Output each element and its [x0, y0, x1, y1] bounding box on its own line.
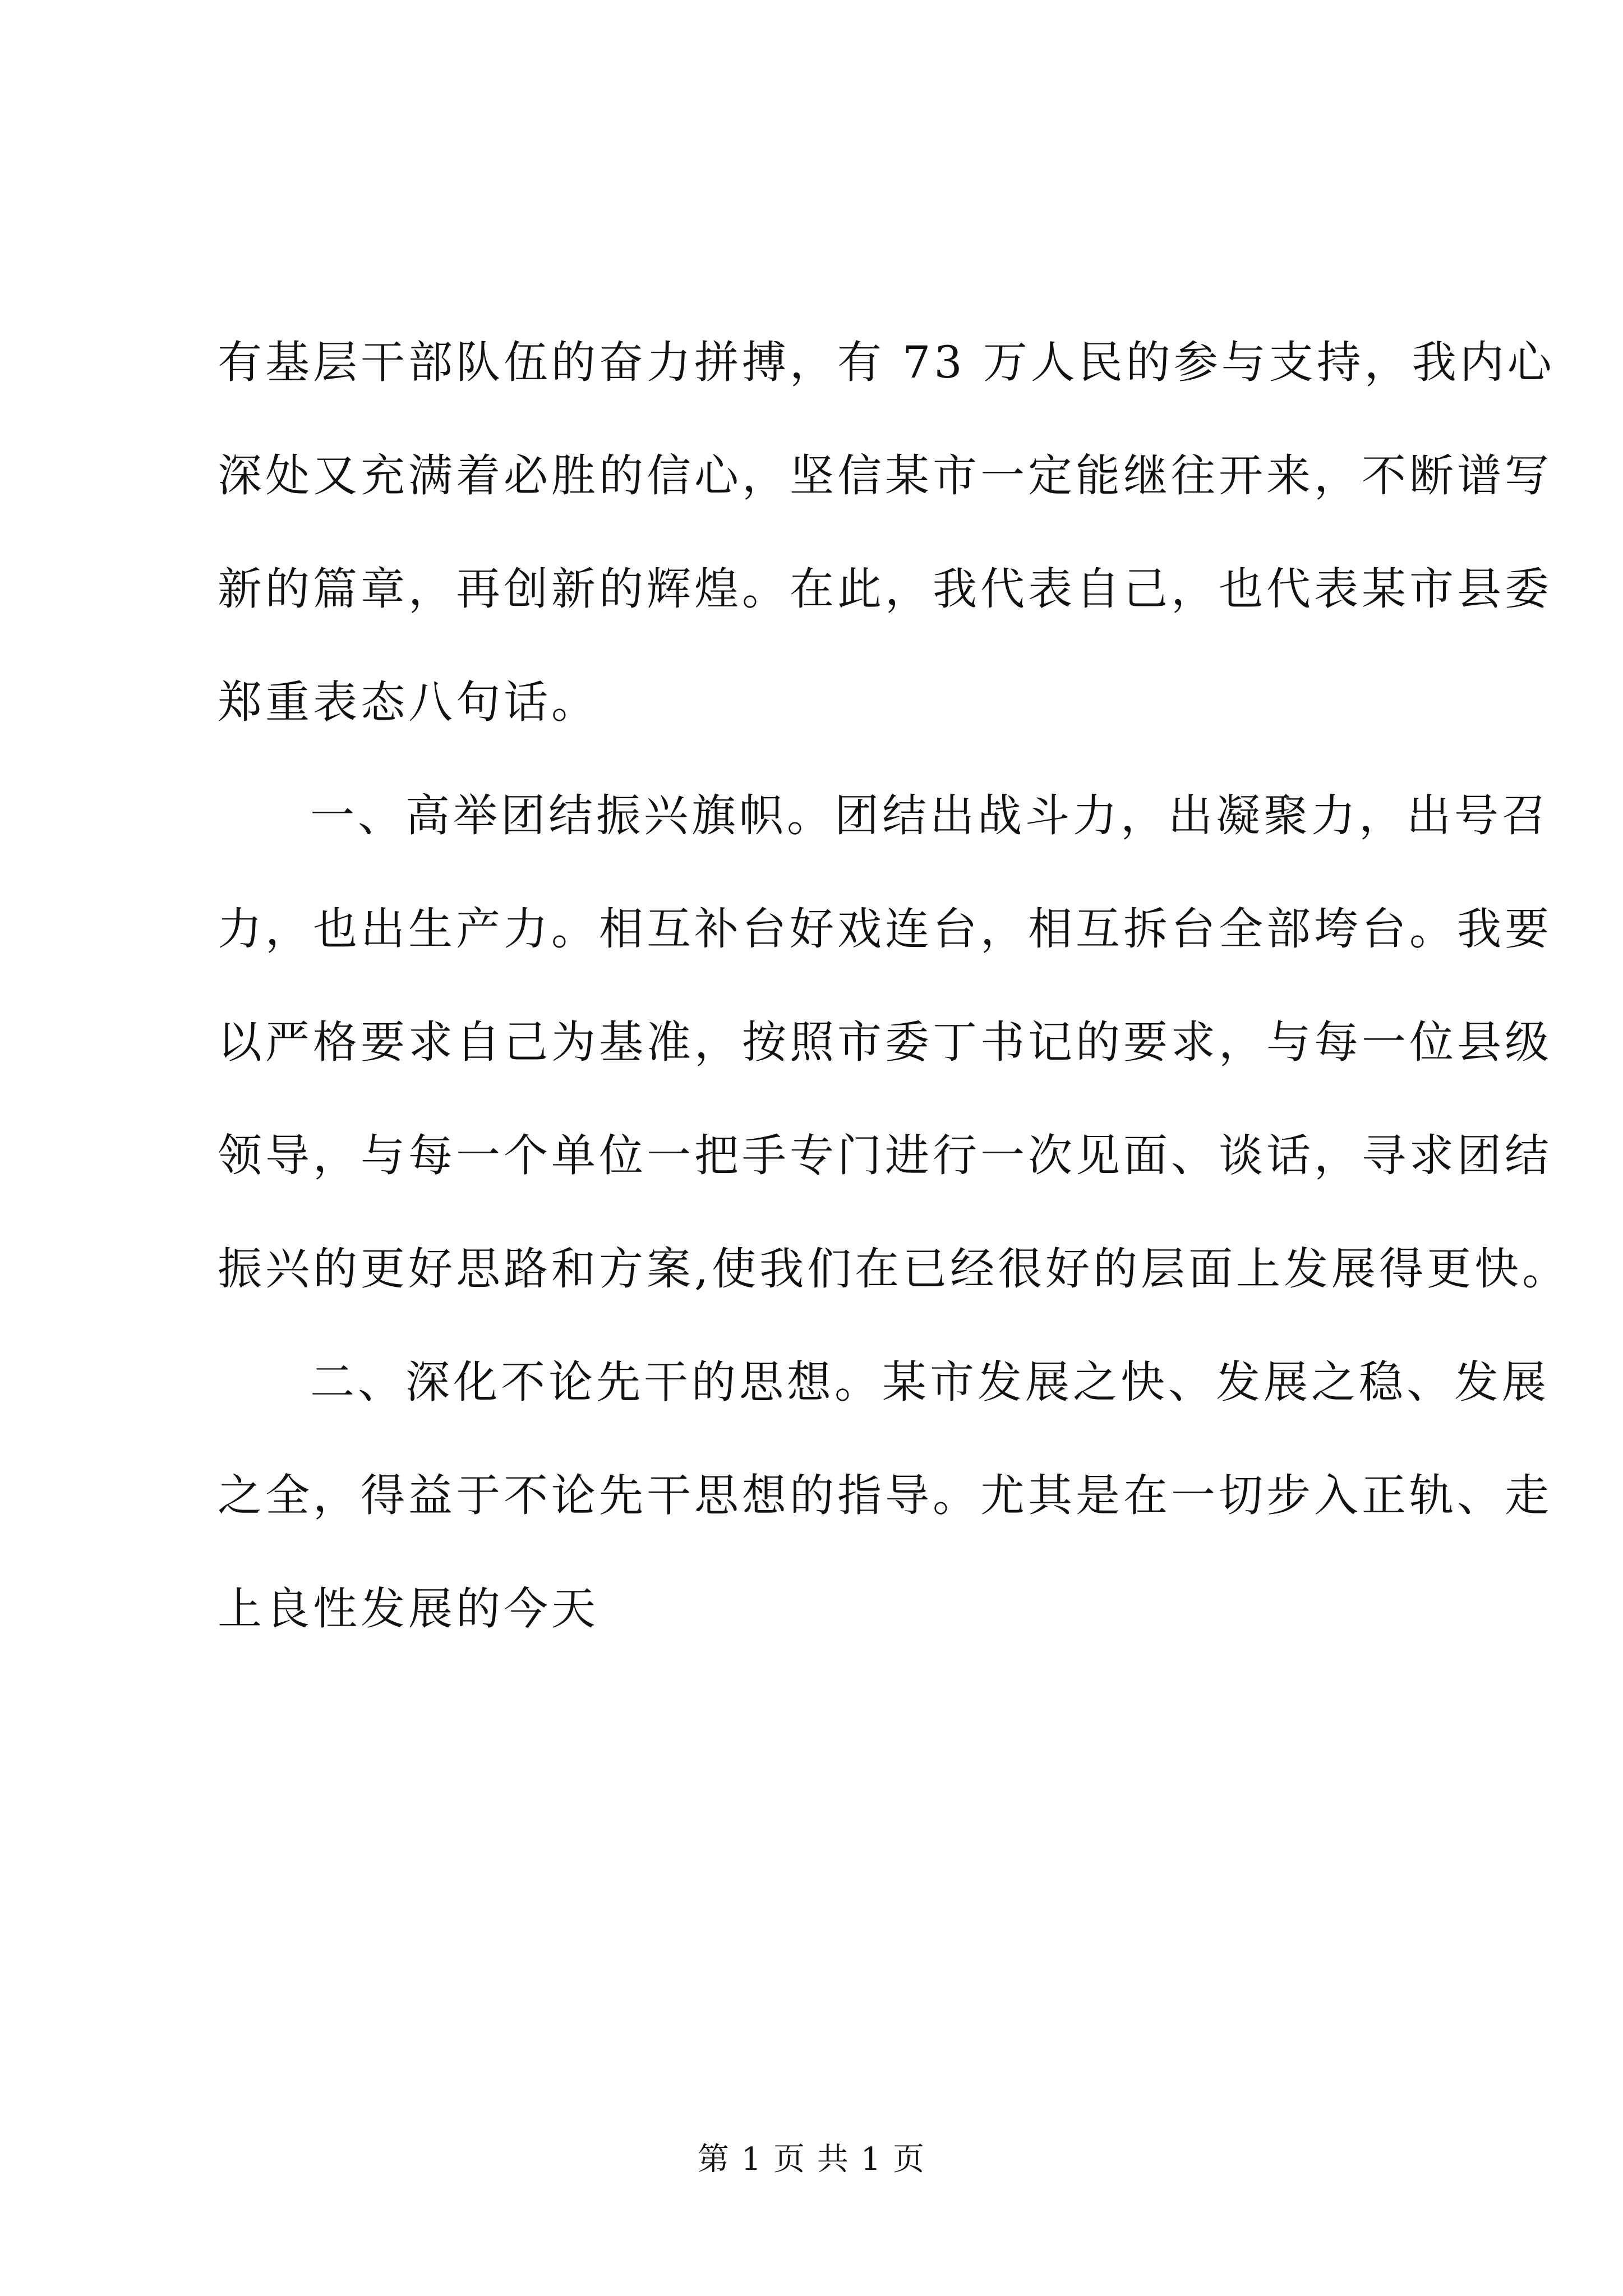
text-line: 领导，与每一个单位一把手专门进行一次见面、谈话，寻求团结: [218, 1130, 1552, 1181]
text-line: 郑重表态八句话。: [218, 677, 599, 728]
paragraph-two-heading-line: 二、深化不论先干的思想。某市发展之快、发展之稳、发展: [310, 1356, 1550, 1408]
page-footer: 第 1 页 共 1 页: [697, 2141, 926, 2178]
text-line: 之全，得益于不论先干思想的指导。尤其是在一切步入正轨、走: [218, 1470, 1552, 1521]
text-line: 振兴的更好思路和方案,使我们在已经很好的层面上发展得更快。: [218, 1243, 1570, 1295]
text-line: 深处又充满着必胜的信心，坚信某市一定能继往开来，不断谱写: [218, 450, 1552, 501]
text-line: 有基层干部队伍的奋力拼搏，有 73 万人民的参与支持，我内心: [218, 337, 1555, 388]
text-line: 上良性发展的今天: [218, 1583, 599, 1635]
text-line: 以严格要求自己为基准，按照市委丁书记的要求，与每一位县级: [218, 1016, 1552, 1068]
paragraph-one-heading-line: 一、高举团结振兴旗帜。团结出战斗力，出凝聚力，出号召: [310, 790, 1550, 841]
document-body: [218, 306, 1570, 1665]
text-line: 力，也出生产力。相互补台好戏连台，相互拆台全部垮台。我要: [218, 903, 1552, 955]
text-line: 新的篇章，再创新的辉煌。在此，我代表自己，也代表某市县委: [218, 563, 1552, 615]
